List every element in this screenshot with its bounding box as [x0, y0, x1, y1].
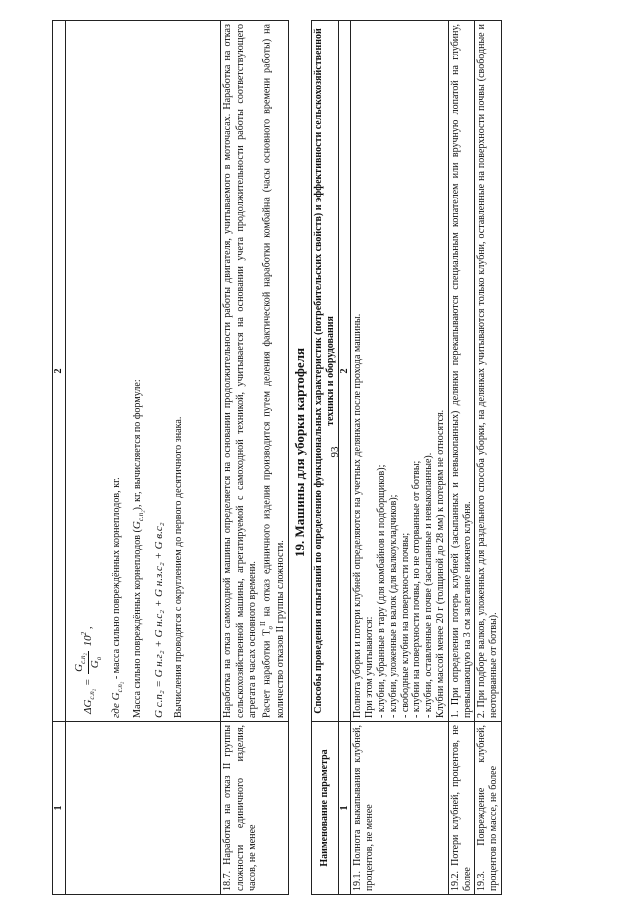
formula-cell: [66, 21, 221, 722]
method-cell: [221, 21, 289, 722]
page-number: 93: [329, 446, 341, 458]
method-paragraph: Расчет наработки $T_о^{II}$ на отказ единичного изделия производится путем деления фактической наработки комбайна (часы основного времени работы) на количество отказов II группы сложности.: [259, 24, 287, 718]
method-line: При этом учитываются:: [364, 616, 376, 718]
col-number-2: 2: [53, 21, 66, 722]
table-row: [351, 21, 448, 895]
delta-formula: $\Delta G_{с.п_2}$ = $G_{с.п_2}$ $G_о$ $10^2$ ,: [73, 626, 104, 714]
col-number-1: 1: [53, 722, 66, 895]
col-number-1: 1: [338, 722, 351, 895]
header-row: [312, 21, 339, 895]
param-cell: 19.2. Потери клубней, процентов, не более: [448, 722, 475, 895]
method-line: - клубни, убранные в тару (для комбайнов и подборщиков);: [375, 464, 387, 718]
section-title: 19. Машины для уборки картофеля: [292, 347, 307, 558]
method-cell: [351, 21, 448, 722]
method-line: - свободные клубни на поверхности почвы;: [399, 532, 411, 718]
param-cell: 19.1. Полнота выкапывания клубней, процентов, не менее: [351, 722, 448, 895]
method-cell: 1. При определении потерь клубней (засыпанных и невыкопанных) делянки перекапываются специальным копателем или вручную лопатой на глубину, превышающую на 3 см залегание нижнего клубня.: [448, 21, 475, 722]
method-line: Клубни массой менее 20 г (толщиной до 28 мм) к потерям не относятся.: [434, 409, 446, 718]
potato-harvester-table: [311, 20, 502, 895]
table-row: [221, 21, 289, 895]
header-method: Способы проведения испытаний по определению функциональных характеристик (потребительских свойств) и эффективности сельскохозяйственной техники и оборудования: [312, 21, 339, 722]
method-line: - клубни, оставленные в почве (засыпанные и невыкопанные).: [423, 452, 435, 718]
header-param: Наименование параметра: [312, 722, 339, 895]
rounding-note: Вычисления проводятся с округлением до первого десятичного знака.: [173, 416, 185, 718]
method-paragraph: Наработка на отказ самоходной машины определяется на основании продолжительности работы двигателя, учитываемого в моточасах. Наработка на отказ сельскохозяйственной машины, агрегатируемой с самоходной техникой, учитывается на основании учета продолжительности работы соответствующего агрегата в часах основного времени.: [222, 24, 258, 718]
method-cell: 2. При подборе валков, уложенных для раздельного способа уборки, на делянках учитываются только клубни, оставленные на поверхности почвы (свободные и неоторванные от ботвы).: [475, 21, 502, 722]
mass-line: Масса сильно повреждённых корнеплодов $(G_{с.п_2})$, кг, вычисляется по формуле:: [131, 379, 146, 718]
method-line: Полнота уборки и потери клубней определяются на учетных делянках после прохода машины.: [352, 313, 364, 718]
where-line: где $G_{с.п_2}$ - масса сильно повреждённых корнеплодов, кг.: [109, 477, 124, 718]
continuation-table: [52, 20, 289, 895]
table-row: [448, 21, 475, 895]
method-line: - клубни на поверхности почвы, но не оторванные от ботвы;: [411, 460, 423, 718]
table-row: [475, 21, 502, 895]
param-cell-empty: [66, 722, 221, 895]
param-cell: 19.3. Повреждение клубней, процентов по массе, не более: [475, 722, 502, 895]
param-cell: 18.7. Наработка на отказ II группы сложности единичного изделия, часов, не менее: [221, 722, 289, 895]
sum-formula: G с.п₂ = G н.г₂ + G н.с₂ + G н.з.с₂ + G в.с₂: [153, 522, 166, 718]
method-line: - клубни, уложенные в валок (для валкоукладчиков);: [387, 494, 399, 718]
fraction: $G_{с.п_2}$ $G_о$: [73, 653, 104, 672]
table-row: [66, 21, 221, 895]
col-number-2: 2: [338, 21, 351, 722]
